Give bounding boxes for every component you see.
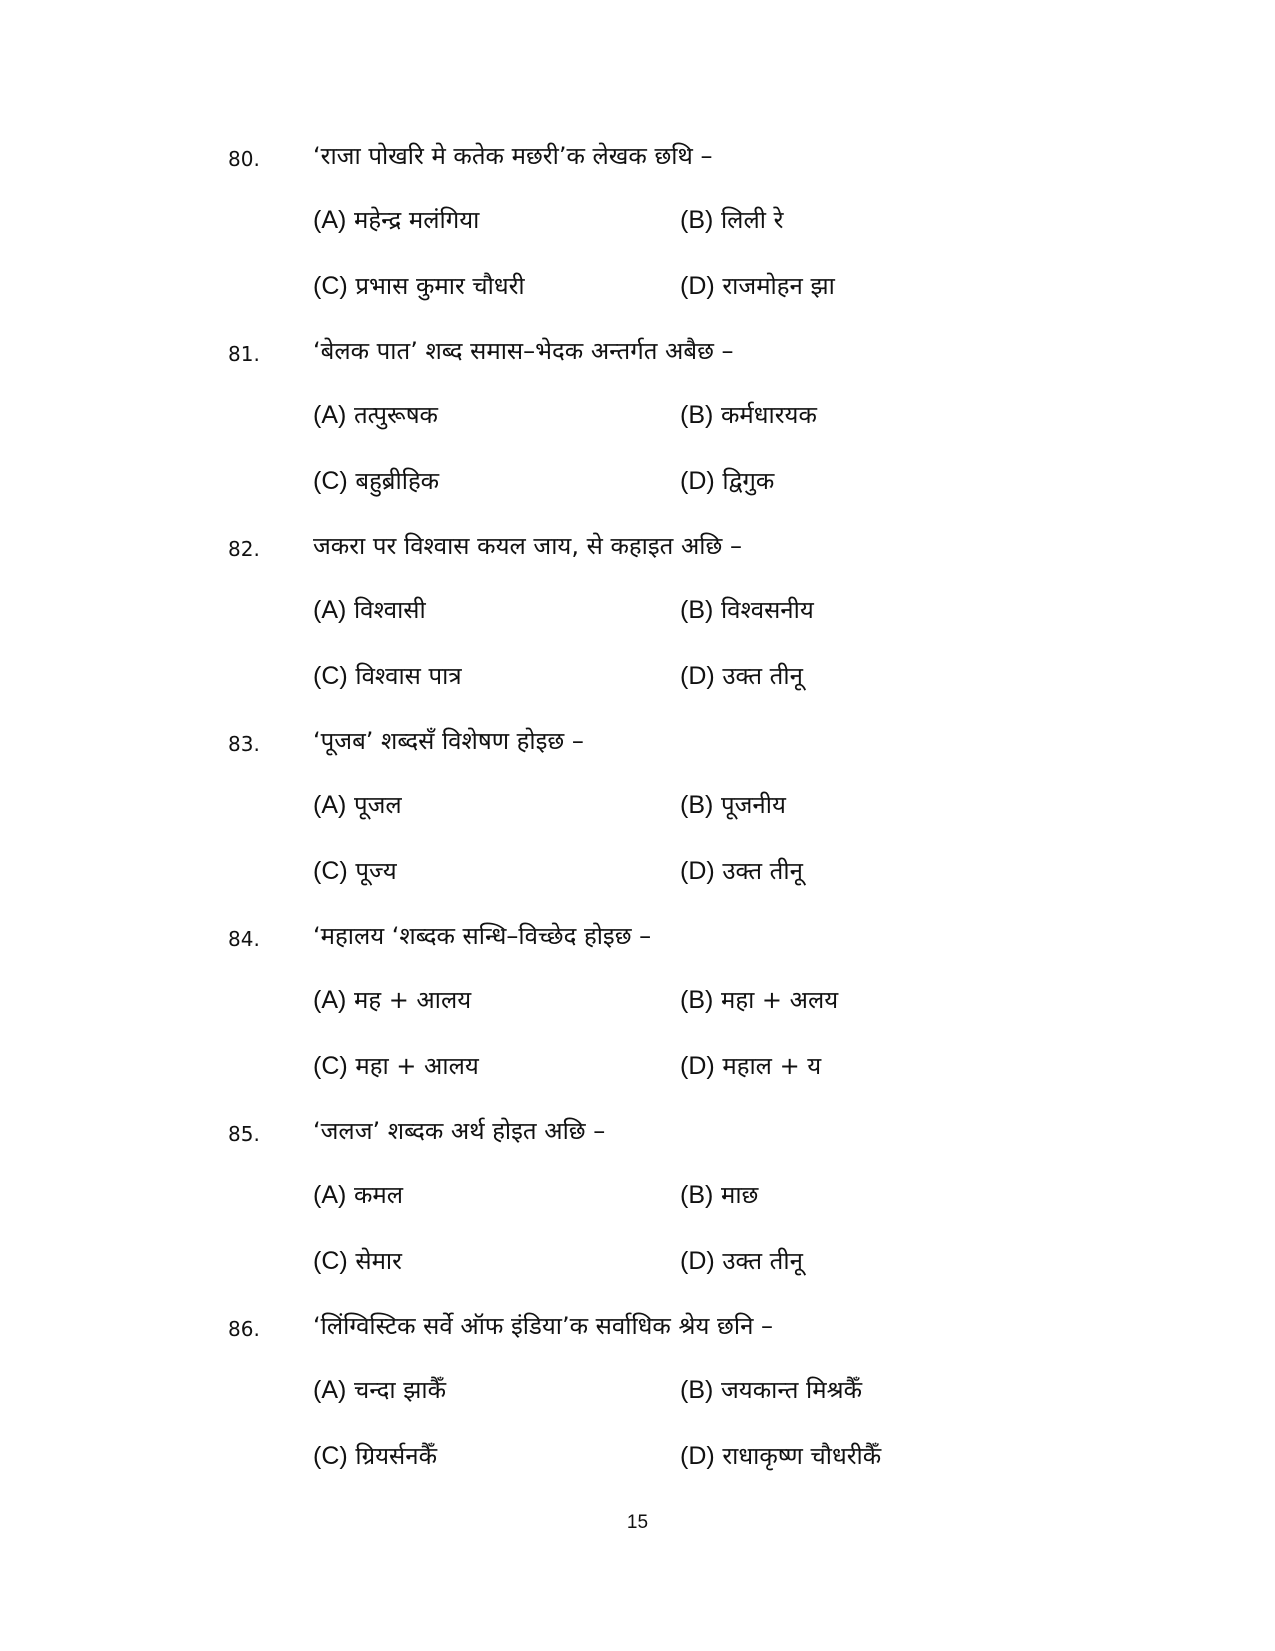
question-text: जकरा पर विश्वास कयल जाय, से कहाइत अछि – <box>313 532 742 560</box>
option-text: कमल <box>353 1181 404 1209</box>
option-label: (B) <box>680 1376 714 1404</box>
option-b <box>680 398 817 432</box>
option-text: राजमोहन झा <box>722 272 835 300</box>
option-c <box>313 1049 479 1083</box>
option-text: बहुब्रीहिक <box>355 467 440 495</box>
option-label: (B) <box>680 206 714 234</box>
question-83 <box>0 727 1275 920</box>
option-label: (D) <box>680 272 715 300</box>
option-label: (C) <box>313 272 348 300</box>
option-text: महा + आलय <box>355 1052 479 1080</box>
option-label: (B) <box>680 1181 714 1209</box>
option-b <box>680 1373 862 1407</box>
question-number: 86. <box>228 1317 260 1341</box>
option-label: (C) <box>313 662 348 690</box>
question-84 <box>0 922 1275 1115</box>
option-label: (C) <box>313 1052 348 1080</box>
question-number: 81. <box>228 342 260 366</box>
question-text: ‘पूजब’ शब्दसँ विशेषण होइछ – <box>313 727 584 755</box>
option-label: (B) <box>680 791 714 819</box>
option-text: तत्पुरूषक <box>353 401 438 429</box>
question-text: ‘राजा पोखरि मे कतेक मछरी’क लेखक छथि – <box>313 142 713 170</box>
option-a <box>313 1373 446 1407</box>
option-a <box>313 1178 403 1212</box>
option-text: उक्त तीनू <box>722 662 803 690</box>
option-d <box>680 1244 803 1278</box>
option-label: (C) <box>313 467 348 495</box>
option-c <box>313 1439 437 1473</box>
option-a <box>313 983 471 1017</box>
page-number: 15 <box>626 1512 649 1533</box>
question-text: ‘महालय ‘शब्दक सन्धि–विच्छेद होइछ – <box>313 922 652 950</box>
option-label: (D) <box>680 857 715 885</box>
option-text: महेन्द्र मलंगिया <box>353 206 480 234</box>
option-text: चन्दा झाकैँ <box>353 1376 447 1404</box>
option-label: (C) <box>313 857 348 885</box>
option-text: द्विगुक <box>722 467 775 495</box>
option-d <box>680 464 774 498</box>
option-text: विश्वासी <box>353 596 426 624</box>
question-text: ‘लिंग्विस्टिक सर्वे ऑफ इंडिया’क सर्वाधिक श्रेय छनि – <box>313 1312 774 1340</box>
option-label: (B) <box>680 596 714 624</box>
option-label: (C) <box>313 1442 348 1470</box>
question-text: ‘बेलक पात’ शब्द समास–भेदक अन्तर्गत अबैछ – <box>313 337 734 365</box>
option-text: विश्वास पात्र <box>355 662 462 690</box>
option-b <box>680 1178 758 1212</box>
option-label: (B) <box>680 986 714 1014</box>
option-c <box>313 269 525 303</box>
option-text: जयकान्त मिश्रकैँ <box>720 1376 863 1404</box>
option-text: माछ <box>720 1181 759 1209</box>
option-text: ग्रियर्सनकैँ <box>355 1442 438 1470</box>
option-text: महा + अलय <box>720 986 839 1014</box>
option-text: लिली रे <box>720 206 784 234</box>
option-d <box>680 1439 881 1473</box>
option-label: (A) <box>313 596 347 624</box>
option-text: उक्त तीनू <box>722 857 803 885</box>
option-c <box>313 464 439 498</box>
option-text: पूज्य <box>355 857 397 885</box>
option-d <box>680 854 803 888</box>
option-c <box>313 854 397 888</box>
option-text: महाल + य <box>722 1052 822 1080</box>
option-c <box>313 1244 402 1278</box>
question-80 <box>0 142 1275 335</box>
option-label: (A) <box>313 791 347 819</box>
question-text: ‘जलज’ शब्दक अर्थ होइत अछि – <box>313 1117 606 1145</box>
option-label: (B) <box>680 401 714 429</box>
option-text: कर्मधारयक <box>720 401 817 429</box>
option-label: (D) <box>680 662 715 690</box>
option-a <box>313 398 438 432</box>
question-81 <box>0 337 1275 530</box>
option-text: प्रभास कुमार चौधरी <box>355 272 525 300</box>
option-text: विश्वसनीय <box>720 596 814 624</box>
question-number: 83. <box>228 732 260 756</box>
option-label: (D) <box>680 1442 715 1470</box>
question-number: 85. <box>228 1122 260 1146</box>
option-text: राधाकृष्ण चौधरीकैँ <box>722 1442 882 1470</box>
option-b <box>680 983 838 1017</box>
option-a <box>313 788 402 822</box>
option-label: (D) <box>680 1052 715 1080</box>
question-85 <box>0 1117 1275 1310</box>
option-label: (D) <box>680 467 715 495</box>
option-d <box>680 659 803 693</box>
option-text: पूजल <box>353 791 402 819</box>
option-label: (A) <box>313 1376 347 1404</box>
question-82 <box>0 532 1275 725</box>
option-label: (A) <box>313 1181 347 1209</box>
option-text: मह + आलय <box>353 986 472 1014</box>
option-text: पूजनीय <box>720 791 786 819</box>
option-b <box>680 593 814 627</box>
option-a <box>313 203 479 237</box>
question-86 <box>0 1312 1275 1505</box>
option-text: सेमार <box>355 1247 402 1275</box>
option-label: (A) <box>313 401 347 429</box>
option-label: (A) <box>313 986 347 1014</box>
option-d <box>680 1049 821 1083</box>
option-b <box>680 203 783 237</box>
option-text: उक्त तीनू <box>722 1247 803 1275</box>
option-label: (D) <box>680 1247 715 1275</box>
option-b <box>680 788 786 822</box>
option-d <box>680 269 835 303</box>
question-number: 84. <box>228 927 260 951</box>
option-a <box>313 593 426 627</box>
question-number: 80. <box>228 147 260 171</box>
option-label: (A) <box>313 206 347 234</box>
question-number: 82. <box>228 537 260 561</box>
option-c <box>313 659 462 693</box>
option-label: (C) <box>313 1247 348 1275</box>
